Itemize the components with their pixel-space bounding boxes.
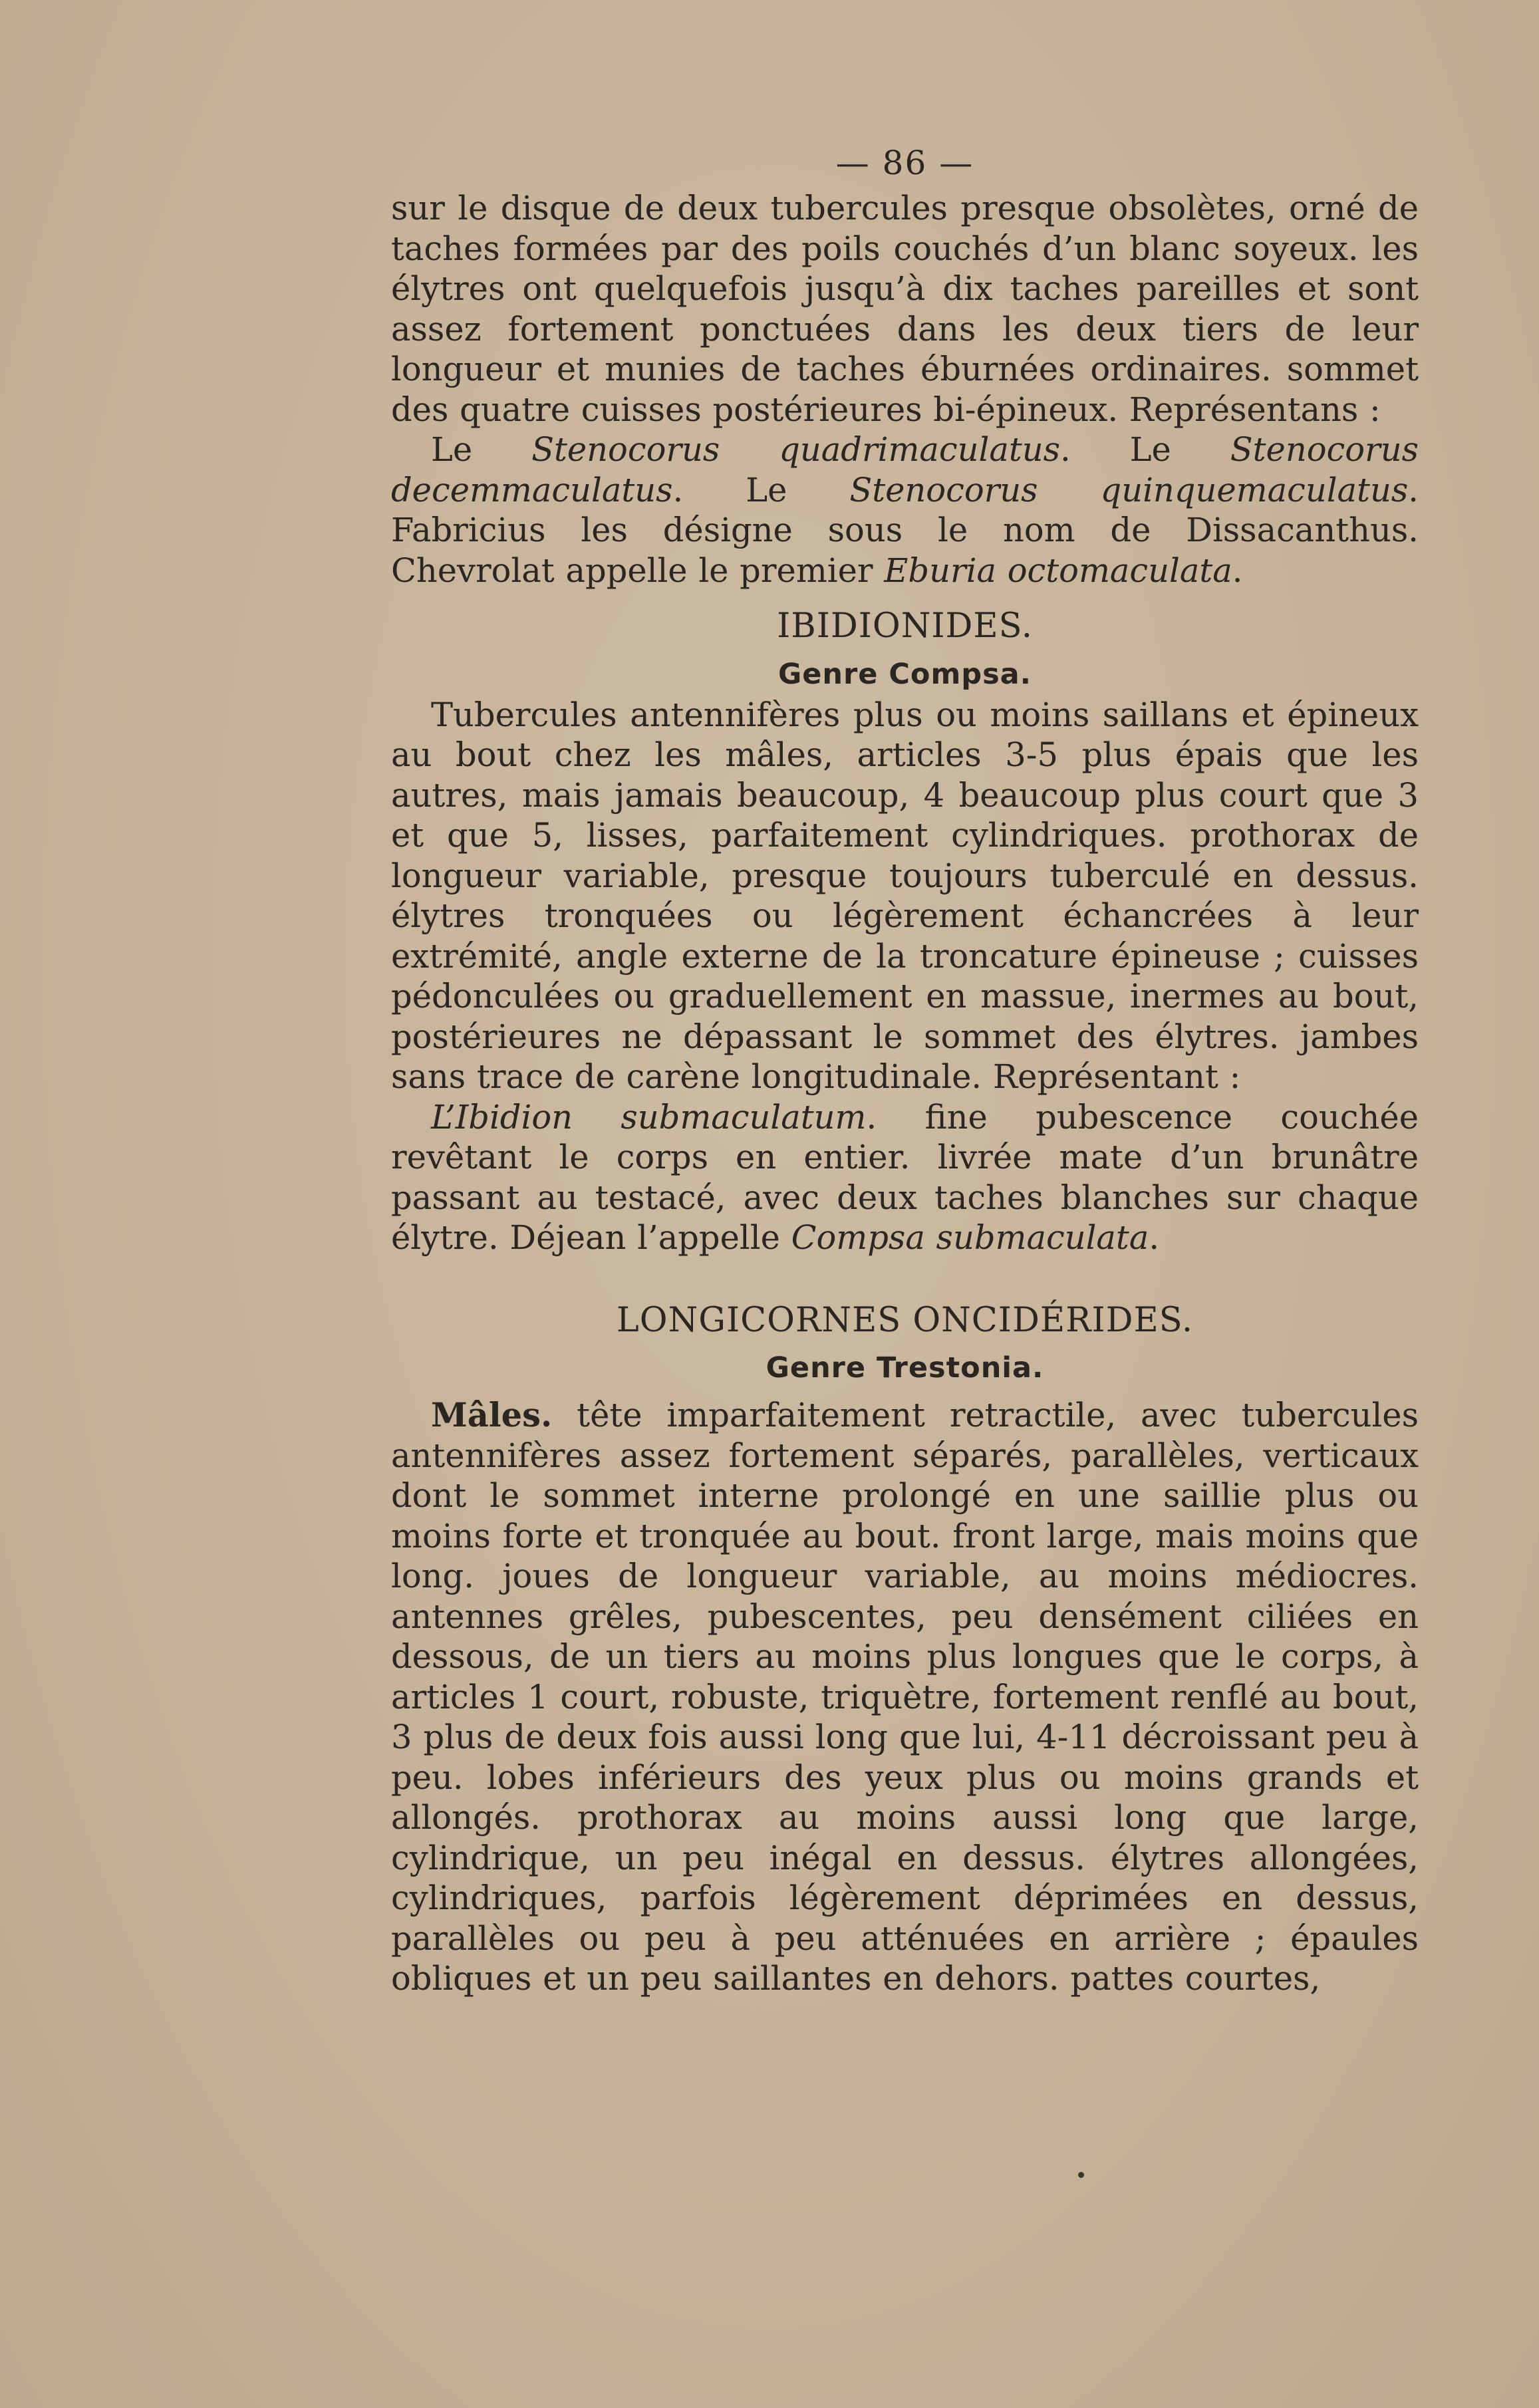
paragraph-stenocorus	[391, 188, 1419, 430]
text-column	[391, 143, 1419, 1999]
paragraph-representans	[391, 430, 1419, 591]
ibidion-text: . fine pubescence couchée revêtant le corps en entier. livrée mate d’un brunâtre passant au testacé, avec deux taches blanches sur chaque élytre. Déjean l’appelle	[391, 1097, 1419, 1257]
paragraph-compsa: Tubercules antennifères plus ou moins saillans et épineux au bout chez les mâles, articles 3-5 plus épais que les autres, mais jamais beaucoup, 4 beaucoup plus court que 3 et que 5, lisses, parfaitement cylindriques. prothorax de longueur variable, presque toujours tuberculé en dessus. élytres tronquées ou légèrement échancrées à leur extrémité, angle externe de la troncature épineuse ; cuisses pédonculées ou graduellement en massue, inermes au bout, postérieures ne dépassant le sommet des élytres. jambes sans trace de carène longitudinale. Représentant :	[391, 695, 1419, 1096]
section-title-oncideriides: LONGICORNES ONCIDÉRIDES.	[616, 1300, 1194, 1340]
trestonia-text: tête imparfaitement retractile, avec tubercules antennifères assez fortement séparés, parallèles, verticaux dont le sommet interne prolongé en une saillie plus ou moins forte et tronquée au bout. front large, mais moins que long. joues de longueur variable, au moins médiocres. antennes grêles, pubescentes, peu densément ciliées en dessous, de un tiers au moins plus longues que le corps, à articles 1 court, robuste, triquètre, fortement renflé au bout, 3 plus de deux fois aussi long que lui, 4-11 décroissant peu à peu. lobes inférieurs des yeux plus ou moins grands et allongés. prothorax au moins aussi long que large, cylindrique, un peu inégal en dessus. élytres allongées, cylindriques, parfois légèrement déprimées en dessus, parallèles ou peu à peu atténuées en arrière ; épaules obliques et un peu saillantes en dehors. pattes courtes,	[391, 1396, 1419, 1998]
species-name: Eburia octomaculata	[884, 551, 1232, 590]
lead-word: Mâles.	[431, 1396, 553, 1434]
rep-end: .	[1232, 551, 1243, 590]
genre-heading-compsa: Genre Compsa.	[777, 657, 1032, 691]
paragraph-ibidion	[391, 1097, 1419, 1258]
rep-separator: . Le	[672, 470, 787, 509]
rep-end: .	[1149, 1218, 1160, 1257]
rep-intro: Le	[431, 430, 473, 469]
paragraph-trestonia	[391, 1395, 1419, 1999]
species-name: L’Ibidion submaculatum	[431, 1097, 867, 1137]
section-title-ibidionides: IBIDIONIDES.	[777, 606, 1033, 646]
page-number: — 86 —	[835, 144, 974, 182]
species-name: Stenocorus quadrimaculatus	[531, 430, 1061, 469]
paragraph-stenocorus-text: sur le disque de deux tubercules presque obsolètes, orné de taches formées par des poils couchés d’un blanc soyeux. les élytres ont quelquefois jusqu’à dix taches pareilles et sont assez fortement ponctuées dans les deux tiers de leur longueur et munies de taches éburnées ordinaires. sommet des quatre cuisses postérieures bi-épineux. Représentans :	[391, 189, 1419, 429]
species-name: Stenocorus quinquemaculatus	[849, 470, 1409, 509]
rep-separator: . Le	[1060, 430, 1171, 469]
rep-tail: . Fabricius les désigne sous le nom de Dissacanthus. Chevrolat appelle le premier	[391, 470, 1419, 590]
species-name: Compsa submaculata	[791, 1218, 1149, 1257]
ink-speck	[1078, 2172, 1084, 2178]
genre-heading-trestonia: Genre Trestonia.	[766, 1351, 1044, 1385]
species-name: Stenocorus decemmaculatus	[391, 430, 1419, 509]
